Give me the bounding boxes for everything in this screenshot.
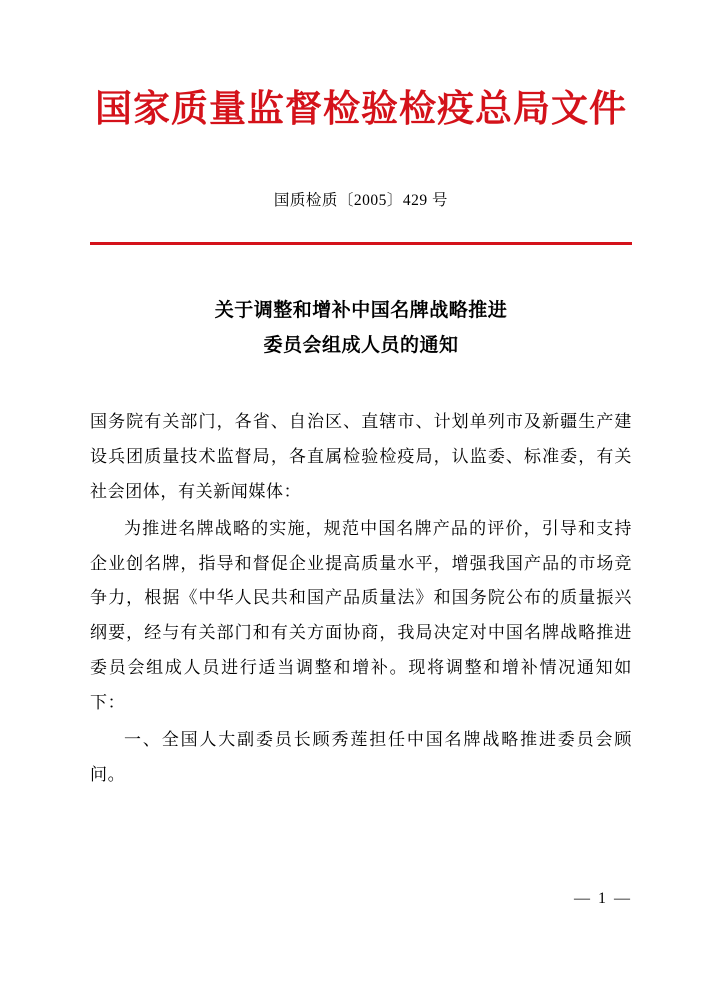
red-divider-rule [90,242,632,245]
subject-line-2: 委员会组成人员的通知 [263,334,459,357]
document-subject [90,293,632,363]
paragraph-item-1: 一、全国人大副委员长顾秀莲担任中国名牌战略推进委员会顾问。 [90,729,632,784]
subject-line-1: 关于调整和增补中国名牌战略推进 [214,298,508,321]
document-title: 国家质量监督检验检疫总局文件 [95,86,627,130]
page-number: — 1 — [574,890,632,907]
document-page [0,86,722,986]
document-number: 国质检质〔2005〕429 号 [273,192,449,210]
paragraph-background: 为推进名牌战略的实施，规范中国名牌产品的评价，引导和支持企业创名牌，指导和督促企业提高质量水平，增强我国产品的市场竞争力，根据《中华人民共和国产品质量法》和国务院公布的质量振兴纲要，经与有关部门和有关方面协商，我局决定对中国名牌战略推进委员会组成人员进行适当调整和增补。现将调整和增补情况通知如下： [90,518,632,712]
paragraph-addressee: 国务院有关部门，各省、自治区、直辖市、计划单列市及新疆生产建设兵团质量技术监督局，各直属检验检疫局，认监委、标准委，有关社会团体，有关新闻媒体： [90,412,632,501]
document-body [90,405,632,792]
